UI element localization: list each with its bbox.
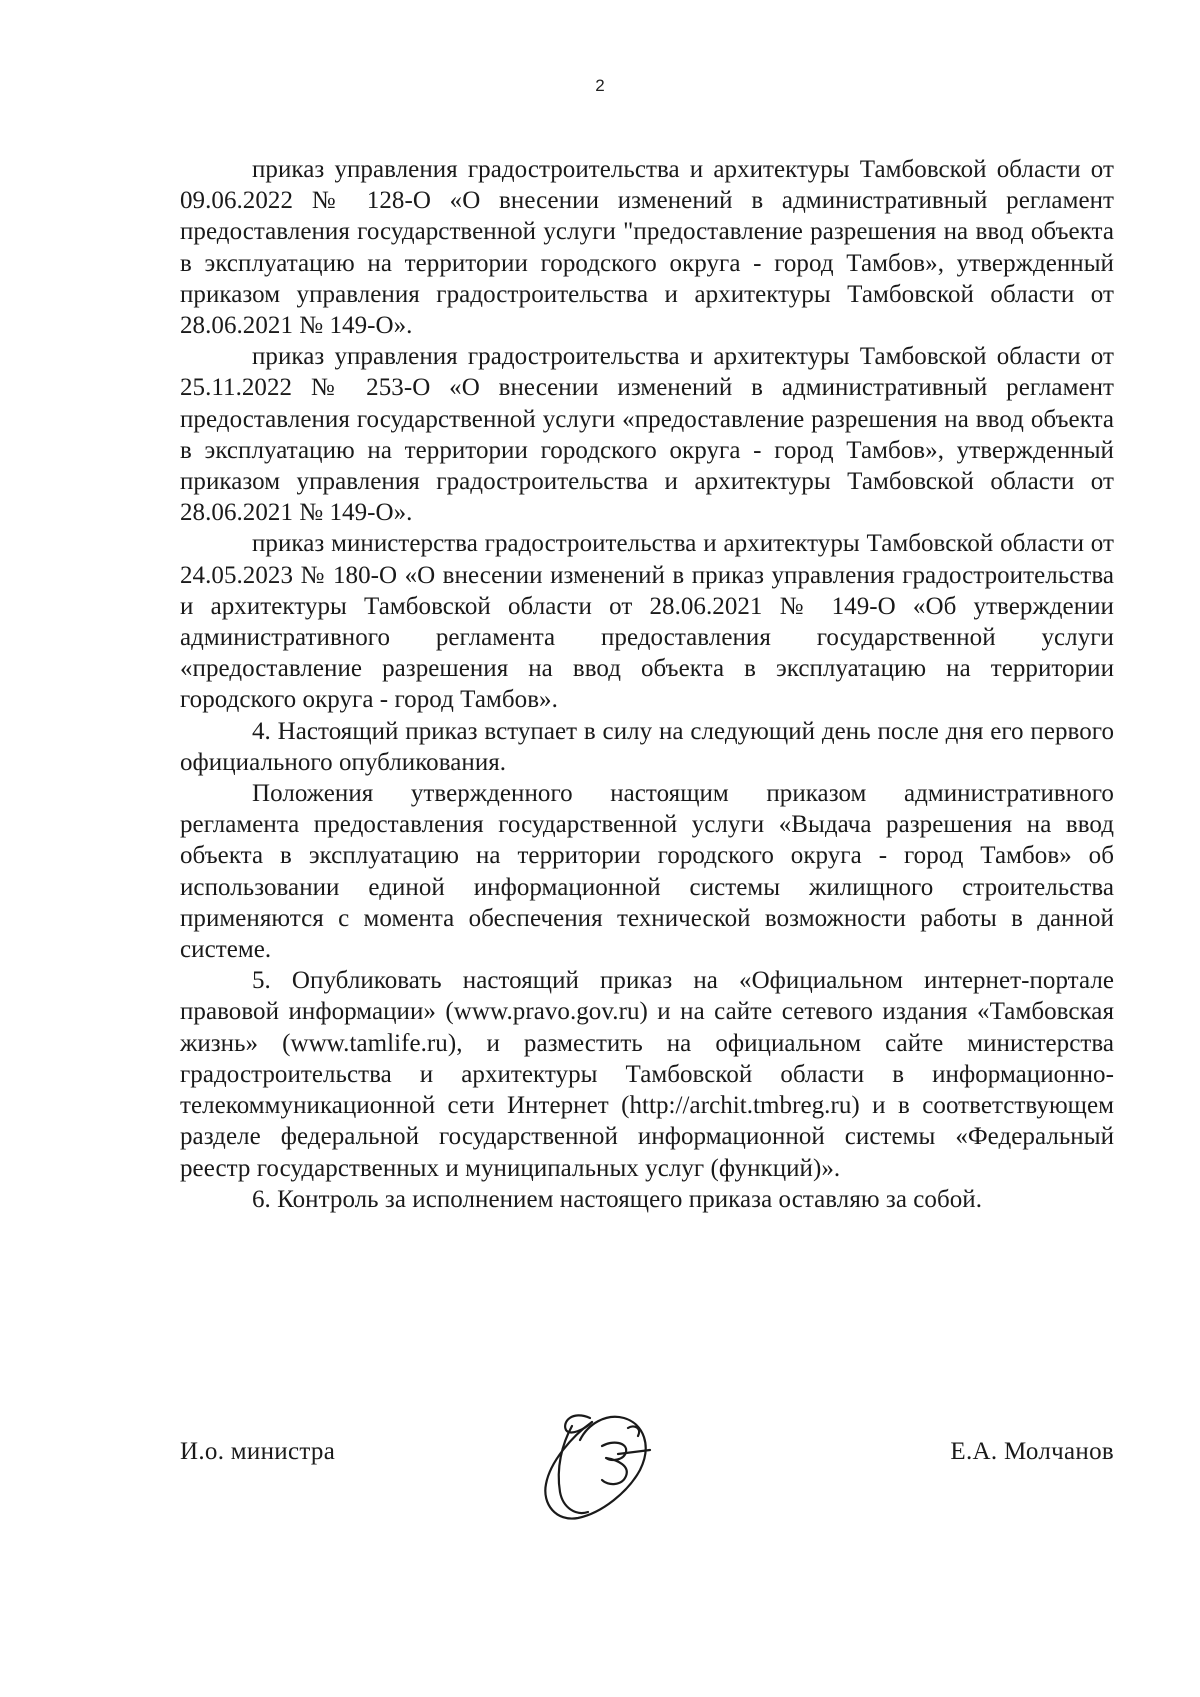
document-body <box>180 154 1114 1215</box>
handwritten-signature <box>532 1400 662 1530</box>
signatory-title: И.о. министра <box>180 1438 336 1465</box>
page-number: 2 <box>595 76 605 95</box>
paragraph-order-253: приказ управления градостроительства и архитектуры Тамбовской области от 25.11.2022 № 253-О «О внесении изменений в административный регламент предоставления государственной услуги «предоставление разрешения на ввод объекта в эксплуатацию на территории городского округа - город Тамбов», утвержденный приказом управления градостроительства и архитектуры Тамбовской области от 28.06.2021 № 149-О». <box>180 343 1114 527</box>
paragraph-item-4: 4. Настоящий приказ вступает в силу на следующий день после дня его первого официального опубликования. <box>180 717 1114 776</box>
paragraph-order-128: приказ управления градостроительства и архитектуры Тамбовской области от 09.06.2022 № 128-О «О внесении изменений в административный регламент предоставления государственной услуги "предоставление разрешения на ввод объекта в эксплуатацию на территории городского округа - город Тамбов», утвержденный приказом управления градостроительства и архитектуры Тамбовской области от 28.06.2021 № 149-О». <box>180 156 1114 340</box>
paragraph-regulation-provisions: Положения утвержденного настоящим приказом административного регламента предоставления государственной услуги «Выдача разрешения на ввод объекта в эксплуатацию на территории городского округа - город Тамбов» об использовании единой информационной системы жилищного строительства применяются с момента обеспечения технической возможности работы в данной системе. <box>180 780 1114 964</box>
paragraph-item-5: 5. Опубликовать настоящий приказ на «Официальном интернет-портале правовой информации» (www.pravo.gov.ru) и на сайте сетевого издания «Тамбовская жизнь» (www.tamlife.ru), и разместить на официальном сайте министерства градостроительства и архитектуры Тамбовской области в информационно-телекоммуникационной сети Интернет (http://archit.tmbreg.ru) и в соответствующем разделе федеральной государственной информационной системы «Федеральный реестр государственных и муниципальных услуг (функций)». <box>180 967 1114 1182</box>
paragraph-order-180: приказ министерства градостроительства и архитектуры Тамбовской области от 24.05.2023 № 180-О «О внесении изменений в приказ управления градостроительства и архитектуры Тамбовской области от 28.06.2021 № 149-О «Об утверждении административного регламента предоставления государственной услуги «предоставление разрешения на ввод объекта в эксплуатацию на территории городского округа - город Тамбов». <box>180 530 1114 714</box>
signatory-name: Е.А. Молчанов <box>950 1438 1114 1465</box>
paragraph-item-6: 6. Контроль за исполнением настоящего приказа оставляю за собой. <box>252 1185 983 1213</box>
signature-block <box>180 1400 1114 1530</box>
